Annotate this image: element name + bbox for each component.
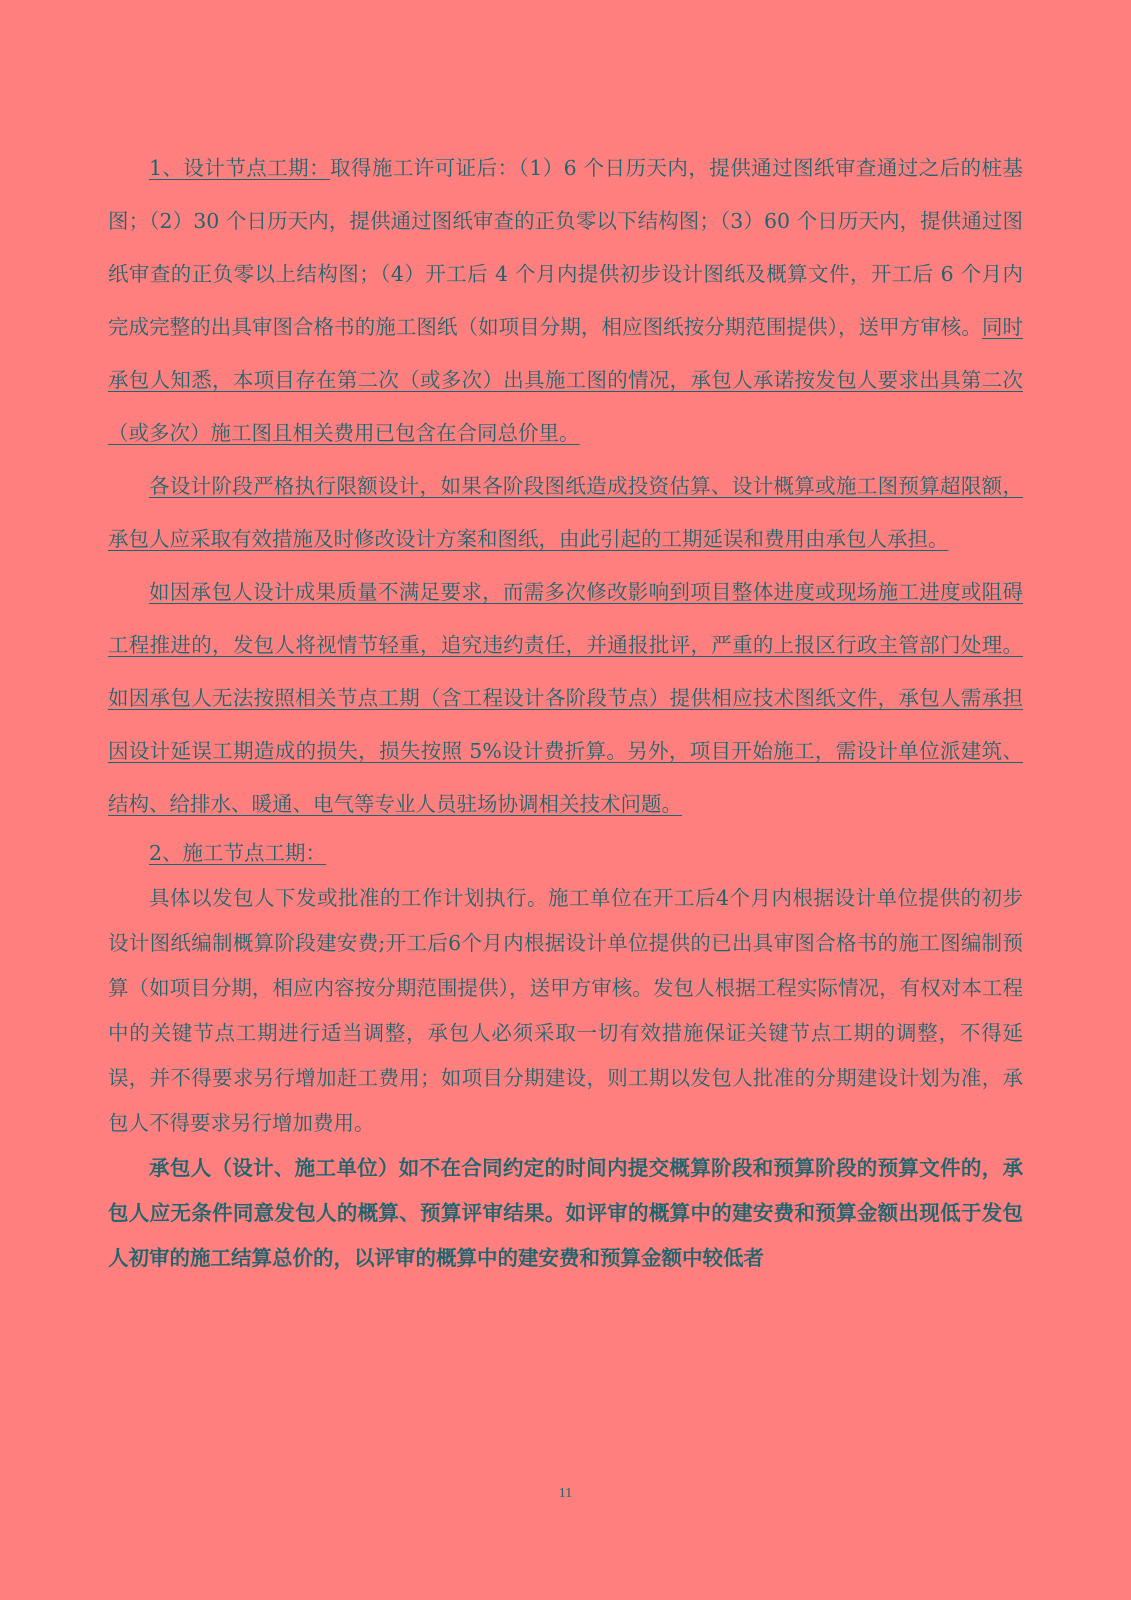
page-number: 11	[558, 1486, 573, 1501]
paragraph-design-milestones	[108, 142, 1023, 460]
construction-schedule-text: 具体以发包人下发或批准的工作计划执行。施工单位在开工后4个月内根据设计单位提供的初步设计图纸编制概算阶段建安费;开工后6个月内根据设计单位提供的已出具审图合格书的施工图编制预算（如项目分期，相应内容按分期范围提供），送甲方审核。发包人根据工程实际情况，有权对本工程中的关键节点工期进行适当调整，承包人必须采取一切有效措施保证关键节点工期的调整，不得延误，并不得要求另行增加赶工费用；如项目分期建设，则工期以发包人批准的分期建设计划为准，承包人不得要求另行增加费用。	[108, 886, 1023, 1135]
construction-milestones-heading: 2、施工节点工期：	[149, 841, 327, 865]
paragraph-design-quality	[108, 566, 1023, 831]
design-quality-text: 如因承包人设计成果质量不满足要求，而需多次修改影响到项目整体进度或现场施工进度或阻碍工程推进的，发包人将视情节轻重，追究违约责任，并通报批评，严重的上报区行政主管部门处理。如因承包人无法按照相关节点工期（含工程设计各阶段节点）提供相应技术图纸文件，承包人需承担因设计延误工期造成的损失，损失按照 5%设计费折算。另外，项目开始施工，需设计单位派建筑、结构、给排水、暖通、电气等专业人员驻场协调相关技术问题。	[108, 580, 1023, 816]
paragraph-limit-design	[108, 460, 1023, 566]
design-milestones-underlined-text: 同时承包人知悉，本项目存在第二次（或多次）出具施工图的情况，承包人承诺按发包人要求出具第二次（或多次）施工图且相关费用已包含在合同总价里。	[108, 315, 1023, 445]
limit-design-text: 各设计阶段严格执行限额设计，如果各阶段图纸造成投资估算、设计概算或施工图预算超限额，承包人应采取有效措施及时修改设计方案和图纸，由此引起的工期延误和费用由承包人承担。	[108, 474, 1023, 551]
budget-review-text: 承包人（设计、施工单位）如不在合同约定的时间内提交概算阶段和预算阶段的预算文件的，承包人应无条件同意发包人的概算、预算评审结果。如评审的概算中的建安费和预算金额出现低于发包人初审的施工结算总价的，以评审的概算中的建安费和预算金额中较低者	[108, 1156, 1023, 1270]
paragraph-construction-schedule	[108, 876, 1023, 1146]
design-milestones-text: 取得施工许可证后：（1）6 个日历天内，提供通过图纸审查通过之后的桩基图；（2）30 个日历天内，提供通过图纸审查的正负零以下结构图；（3）60 个日历天内，提供通过图纸审查的正负零以上结构图；（4）开工后 4 个月内提供初步设计图纸及概算文件，开工后 6 个月内完成完整的出具审图合格书的施工图纸（如项目分期，相应图纸按分期范围提供），送甲方审核。	[108, 156, 1023, 339]
paragraph-construction-milestones-heading	[108, 831, 1023, 876]
paragraph-budget-review	[108, 1146, 1023, 1281]
design-milestones-heading: 1、设计节点工期：	[149, 156, 331, 180]
document-body	[108, 142, 1023, 1281]
